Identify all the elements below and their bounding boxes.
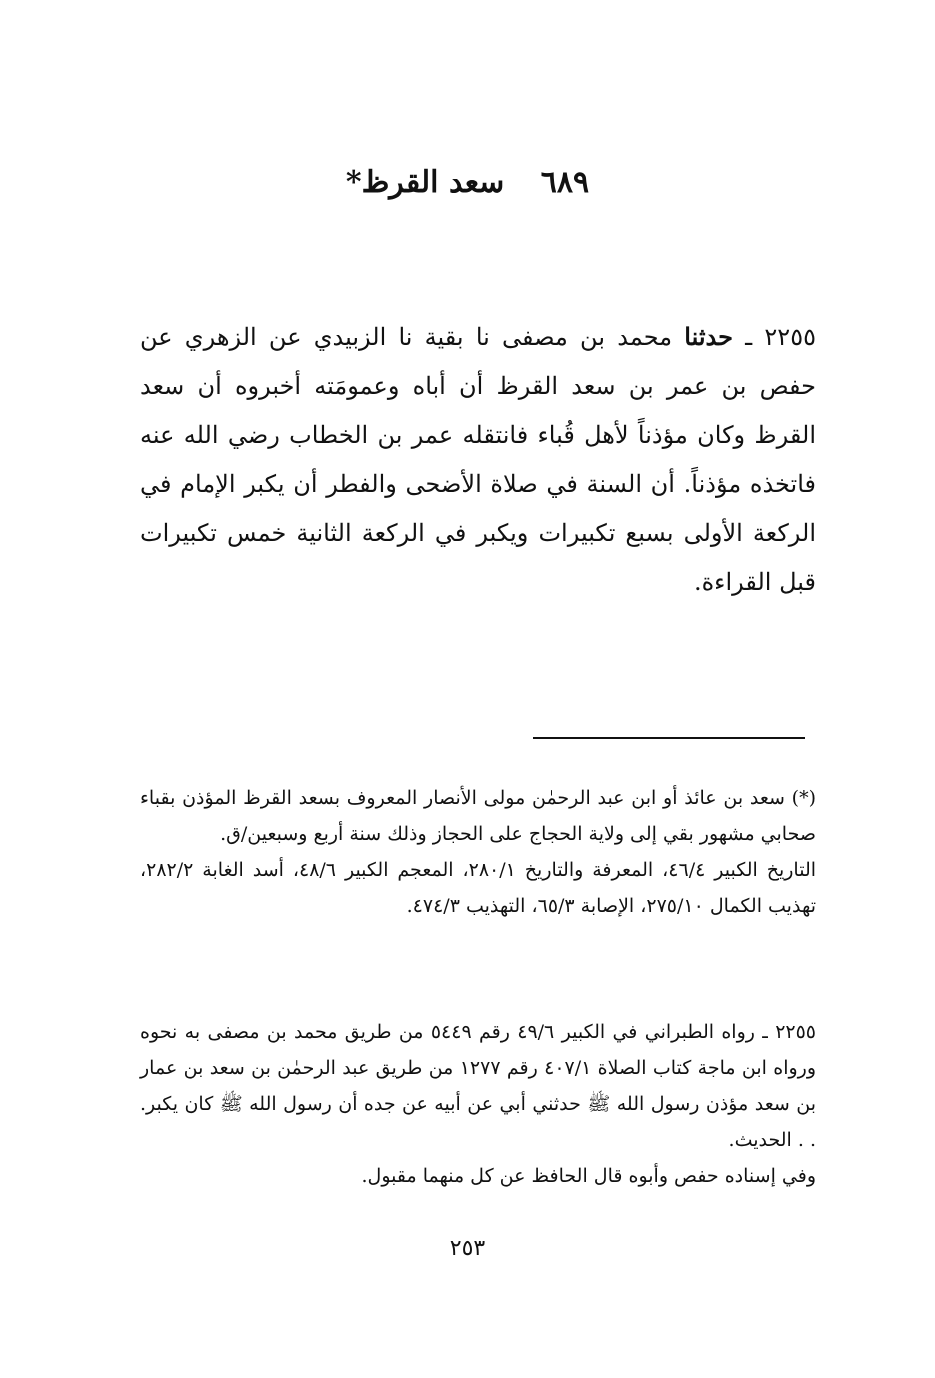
footnote-biography	[140, 780, 816, 924]
page-number: ٢٥٣	[449, 1236, 486, 1261]
chapter-number: ٦٨٩	[540, 165, 590, 200]
footnote-takhrij-text: ٢٢٥٥ ـ رواه الطبراني في الكبير ٤٩/٦ رقم ٥٤٤٩ من طريق محمد بن مصفى به نحوه ورواه ابن ماجة كتاب الصلاة ٤٠٧/١ رقم ١٢٧٧ من طريق عبد الرحمٰن بن سعد بن عمار بن سعد مؤذن رسول الله ﷺ حدثني أبي عن أبيه عن جده أن رسول الله ﷺ كان يكبر. . . الحديث.	[140, 1021, 817, 1151]
hadith-body: محمد بن مصفى نا بقية نا الزبيدي عن الزهري عن حفص بن عمر بن سعد القرظ أن أباه وعمومَته أخبروه أن سعد القرظ وكان مؤذناً لأهل قُباء فانتقله عمر بن الخطاب رضي الله عنه فاتخذه مؤذناً. أن السنة في صلاة الأضحى والفطر أن يكبر الإمام في الركعة الأولى بسبع تكبيرات ويكبر في الركعة الثانية خمس تكبيرات قبل القراءة.	[140, 323, 816, 596]
footnote-isnad-text: وفي إسناده حفص وأبوه قال الحافظ عن كل منهما مقبول.	[361, 1165, 816, 1187]
footnote-hadith-takhrij	[140, 1014, 816, 1194]
hadith-number: ٢٢٥٥	[764, 323, 816, 351]
chapter-heading	[0, 165, 935, 200]
footnote-divider	[533, 737, 805, 739]
footnote-sources-text: التاريخ الكبير ٤٦/٤، المعرفة والتاريخ ٢٨٠/١، المعجم الكبير ٤٨/٦، أسد الغابة ٢٨٢/٢، تهذيب الكمال ٢٧٥/١٠، الإصابة ٦٥/٣، التهذيب ٤٧٤/٣.	[140, 859, 817, 917]
hadith-text: ٢٢٥٥ ـ حدثنا محمد بن مصفى نا بقية نا الزبيدي عن الزهري عن حفص بن عمر بن سعد القرظ أن أباه وعمومَته أخبروه أن سعد القرظ وكان مؤذناً لأهل قُباء فانتقله عمر بن الخطاب رضي الله عنه فاتخذه مؤذناً. أن السنة في صلاة الأضحى والفطر أن يكبر الإمام في الركعة الأولى بسبع تكبيرات ويكبر في الركعة الثانية خمس تكبيرات قبل القراءة.	[140, 322, 816, 596]
footnote-bio-text: (*) سعد بن عائذ أو ابن عبد الرحمٰن مولى الأنصار المعروف بسعد القرظ المؤذن بقباء صحابي مشهور بقي إلى ولاية الحجاج على الحجاز وذلك سنة أربع وسبعين/ق.	[140, 787, 816, 845]
chapter-title: سعد القرظ*	[345, 165, 505, 200]
hadith-lead-word: حدثنا	[684, 322, 733, 351]
